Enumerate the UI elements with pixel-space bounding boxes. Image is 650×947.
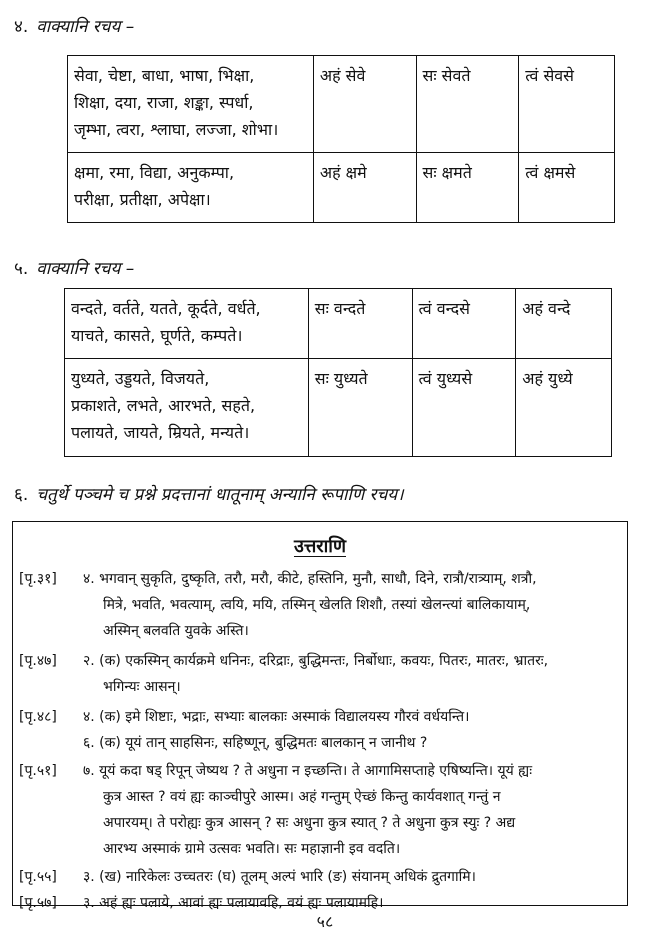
word-list-line: याचते, कासते, घूर्णते, कम्पते। <box>71 326 243 345</box>
page-ref: [पृ.४७] <box>19 653 57 669</box>
answers-heading: उत्तराणि <box>293 536 346 557</box>
q4-title <box>14 14 134 37</box>
word-list-line: सेवा, चेष्टा, बाधा, भाषा, भिक्षा, <box>74 66 255 85</box>
answer-line: ४. भगवान् सुकृति, दुष्कृति, तरौ, मरौ, कीटे, हस्तिनि, मुनौ, साधौ, दिने, रात्रौ/रात्र्याम्, शत्रौ, <box>83 571 537 587</box>
page-ref: [पृ.५७] <box>19 895 57 911</box>
answer-body <box>83 704 627 756</box>
answer-line: अस्मिन् बलवति युवके अस्ति। <box>103 623 249 639</box>
word-list-line: वन्दते, वर्तते, यतते, कूर्दते, वर्धते, <box>71 299 261 318</box>
table-row <box>68 153 615 223</box>
answer-body <box>83 758 627 862</box>
q5-title-text: वाक्यानि रचय – <box>36 259 135 279</box>
word-list-line: क्षमा, रमा, विद्या, अनुकम्पा, <box>74 163 235 182</box>
answer-item <box>13 648 627 700</box>
word-list-cell <box>68 153 314 223</box>
form-cell: सः क्षमते <box>416 153 519 223</box>
table-row <box>68 56 615 153</box>
answer-line: ७. यूयं कदा षड् रिपून् जेष्यथ ? ते अधुना न इच्छन्ति। ते आगामिसप्ताहे एषिष्यन्ति। यूयं ह्यः <box>83 763 533 779</box>
q4-title-text: वाक्यानि रचय – <box>36 17 135 37</box>
answer-line: ६. (क) यूयं तान् साहसिनः, सहिष्णून्, बुद्धिमतः बालकान् न जानीथ ? <box>83 735 428 751</box>
table-row <box>65 359 612 457</box>
word-list-cell <box>65 289 309 359</box>
word-list-line: प्रकाशते, लभते, आरभते, सहते, <box>71 396 256 415</box>
answer-line: ३. अहं ह्यः पलाये, आवां ह्यः पलायावहि, वयं ह्यः पलायामहि। <box>83 895 384 911</box>
q4-table <box>67 55 615 223</box>
answer-item <box>13 758 627 862</box>
answer-line: मित्रे, भवति, भवत्याम्, त्वयि, मयि, तस्मिन् खेलति शिशौ, तस्यां खेलन्त्यां बालिकायाम्, <box>103 597 531 613</box>
q6-text: चतुर्थे पञ्चमे च प्रश्ने प्रदत्तानां धातूनाम् अन्यानि रूपाणि रचय। <box>36 485 404 505</box>
answer-line: कुत्र आस्त ? वयं ह्यः काञ्चीपुरे आस्म। अहं गन्तुम् ऐच्छं किन्तु कार्यवशात् गन्तुं न <box>103 789 501 805</box>
page-ref: [पृ.५१] <box>19 763 57 779</box>
table-row <box>65 289 612 359</box>
answer-body <box>83 648 627 700</box>
answer-item <box>13 864 627 890</box>
answer-line: ४. (क) इमे शिष्टाः, भद्राः, सभ्याः बालकाः अस्माकं विद्यालयस्य गौरवं वर्धयन्ति। <box>83 709 470 725</box>
form-cell: अहं क्षमे <box>313 153 416 223</box>
word-list-cell <box>68 56 314 153</box>
form-cell: अहं सेवे <box>313 56 416 153</box>
answer-line: भगिन्यः आसन्। <box>103 679 181 695</box>
form-cell: अहं युध्ये <box>516 359 612 457</box>
answer-line: ३. (ख) नारिकेलः उच्चतरः (घ) तूलम् अल्पं भारि (ङ) संयानम् अधिकं द्रुतगामि। <box>83 869 476 885</box>
word-list-line: पलायते, जायते, म्रियते, मन्यते। <box>71 423 250 442</box>
q5-title <box>14 256 134 279</box>
q6-number: ६. <box>14 485 29 505</box>
word-list-line: जृम्भा, त्वरा, श्लाघा, लज्जा, शोभा। <box>74 120 279 139</box>
answer-body <box>83 864 627 890</box>
answer-line: अपारयम्। ते परोह्यः कुत्र आसन् ? सः अधुना कुत्र स्यात् ? ते अधुना कुत्र स्युः ? अद्य <box>103 815 516 831</box>
page-ref: [पृ.५५] <box>19 869 57 885</box>
form-cell: सः वन्दते <box>308 289 412 359</box>
q4-number: ४. <box>14 17 29 37</box>
word-list-line: परीक्षा, प्रतीक्षा, अपेक्षा। <box>74 190 211 209</box>
answer-line: आरभ्य अस्माकं ग्रामे उत्सवः भवति। सः महाज्ञानी इव वदति। <box>103 841 401 857</box>
word-list-line: शिक्षा, दया, राजा, शङ्का, स्पर्धा, <box>74 93 254 112</box>
form-cell: त्वं सेवसे <box>519 56 615 153</box>
page-number: ५८ <box>316 912 334 931</box>
form-cell: सः सेवते <box>416 56 519 153</box>
q6-instruction <box>14 482 404 505</box>
q5-table <box>64 288 612 457</box>
form-cell: अहं वन्दे <box>516 289 612 359</box>
word-list-line: युध्यते, उड्डयते, विजयते, <box>71 369 210 388</box>
word-list-cell <box>65 359 309 457</box>
form-cell: सः युध्यते <box>308 359 412 457</box>
form-cell: त्वं क्षमसे <box>519 153 615 223</box>
form-cell: त्वं वन्दसे <box>412 289 516 359</box>
answer-item <box>13 566 627 644</box>
q5-number: ५. <box>14 259 29 279</box>
form-cell: त्वं युध्यसे <box>412 359 516 457</box>
answers-box <box>12 521 628 911</box>
answer-item <box>13 704 627 756</box>
answer-line: २. (क) एकस्मिन् कार्यक्रमे धनिनः, दरिद्राः, बुद्धिमन्तः, निर्बोधाः, कवयः, पितरः, मातरः, भ्रातरः, <box>83 653 549 669</box>
page-ref: [पृ.३१] <box>19 571 57 587</box>
page-ref: [पृ.४८] <box>19 709 57 725</box>
answer-body <box>83 566 627 644</box>
